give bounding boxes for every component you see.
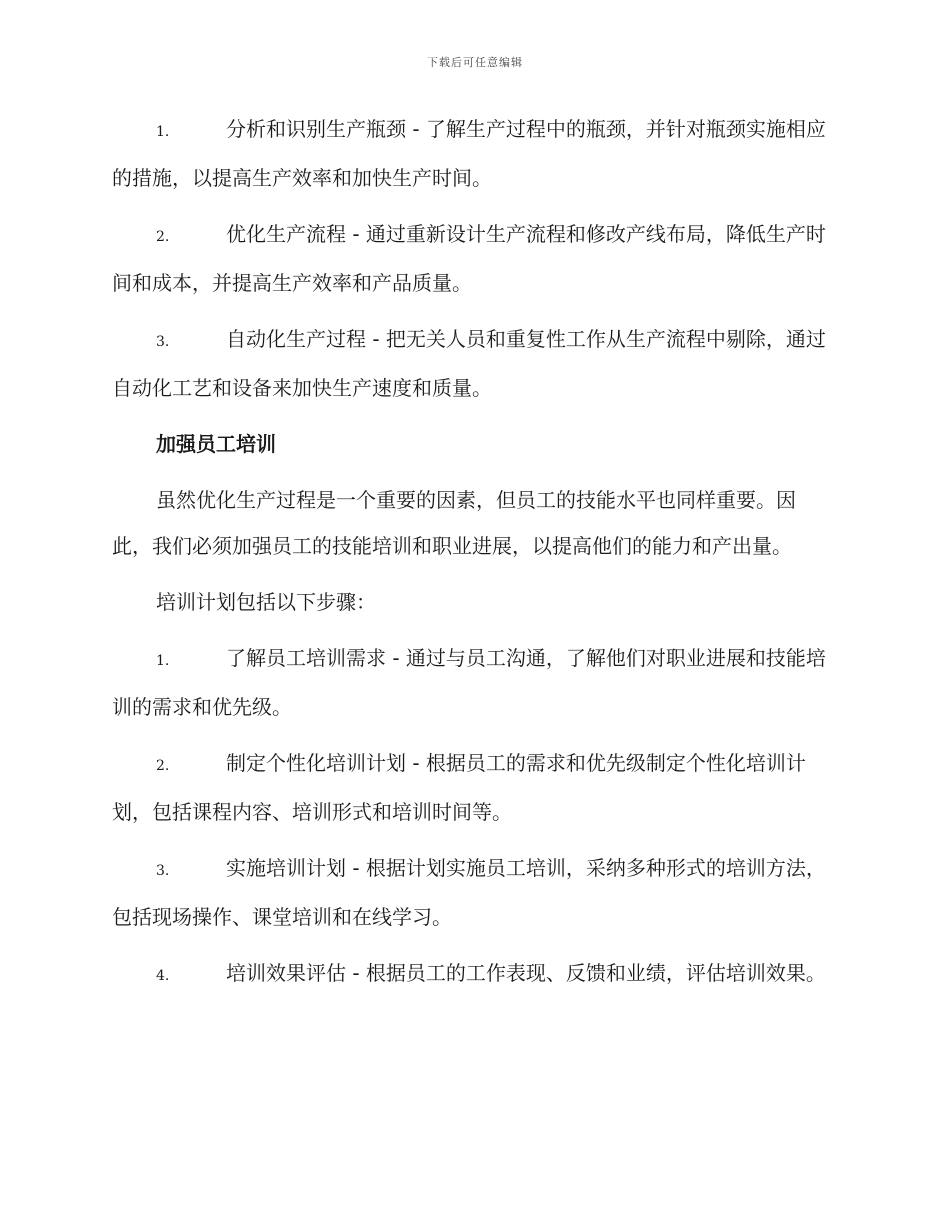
section-intro-paragraph: 虽然优化生产过程是一个重要的因素，但员工的技能水平也同样重要。因此，我们必须加强员工的技能培训和职业进展，以提高他们的能力和产出量。: [112, 488, 796, 558]
list-number: 1.: [156, 653, 170, 669]
list-item: [112, 211, 832, 306]
list-text: 制定个性化培训计划 - 根据员工的需求和优先级制定个性化培训计划，包括课程内容、培训形式和培训时间等。: [112, 751, 806, 824]
document-body: [112, 106, 832, 1009]
training-plan-intro: 培训计划包括以下步骤：: [156, 590, 376, 614]
list-number: 3.: [156, 863, 170, 879]
list-item: [112, 316, 832, 411]
list-item: [112, 950, 832, 999]
list-number: 2.: [156, 229, 170, 245]
section-heading: 加强员工培训: [156, 432, 276, 456]
list-text: 优化生产流程 - 通过重新设计生产流程和修改产线布局，降低生产时间和成本，并提高生产效率和产品质量。: [112, 222, 826, 295]
list-item: [112, 635, 832, 730]
list-number: 2.: [156, 758, 170, 774]
list-text: 培训效果评估 - 根据员工的工作表现、反馈和业绩，评估培训效果。: [226, 961, 826, 985]
list-number: 4.: [156, 968, 170, 984]
page-header-note: 下载后可任意编辑: [427, 56, 523, 69]
list-number: 3.: [156, 334, 170, 350]
list-item: [112, 740, 832, 835]
list-text: 了解员工培训需求 - 通过与员工沟通，了解他们对职业进展和技能培训的需求和优先级。: [112, 646, 826, 719]
list-item: [112, 106, 832, 201]
list-text: 分析和识别生产瓶颈 - 了解生产过程中的瓶颈，并针对瓶颈实施相应的措施，以提高生产效率和加快生产时间。: [112, 117, 826, 190]
list-text: 实施培训计划 - 根据计划实施员工培训，采纳多种形式的培训方法，包括现场操作、课堂培训和在线学习。: [112, 856, 826, 929]
list-text: 自动化生产过程 - 把无关人员和重复性工作从生产流程中剔除，通过自动化工艺和设备来加快生产速度和质量。: [112, 327, 826, 400]
list-item: [112, 845, 832, 940]
list-number: 1.: [156, 124, 170, 140]
